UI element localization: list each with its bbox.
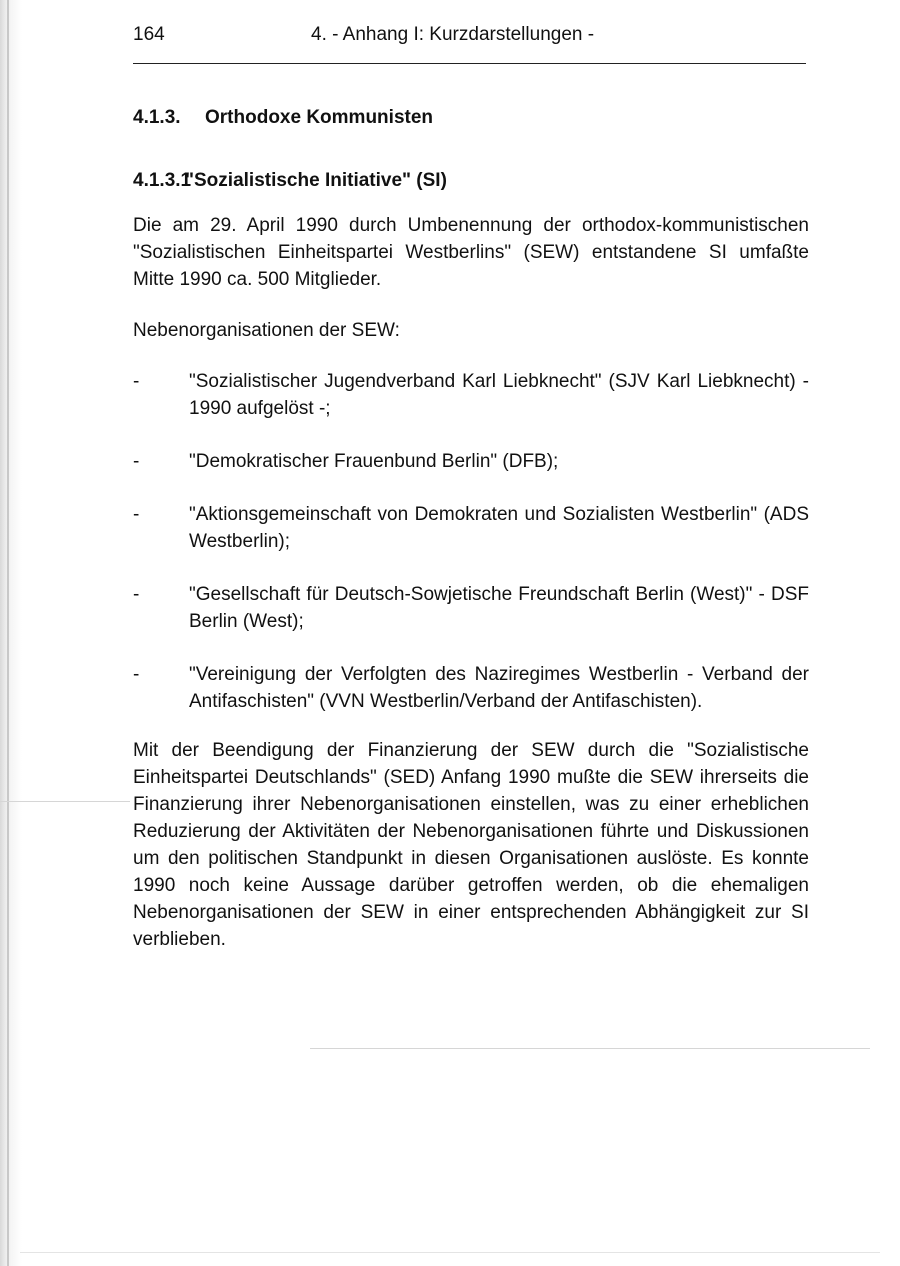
section-number: 4.1.3. [133,107,181,128]
header-rule [133,63,806,64]
subsection-heading [133,167,809,194]
list-heading: Nebenorganisationen der SEW: [133,320,400,341]
document-body [133,104,809,953]
closing-paragraph: Mit der Beendigung der Finanzierung der SEW durch die "Sozialistische Einheitspartei Deutschlands" (SED) Anfang 1990 mußte die SEW ihrerseits die Finanzierung ihrer Nebenorganisationen einstellen, was zu einer erheblichen Reduzierung der Aktivitäten der Nebenorganisationen führte und Diskussionen um den politischen Standpunkt in diesen Organisationen auslöste. Es konnte 1990 noch keine Aussage darüber getroffen werden, ob die ehemaligen Nebenorganisationen der SEW in einer entsprechenden Abhängigkeit zur SI verblieben. [133,740,809,950]
organization-list [133,368,809,715]
list-item [133,368,809,422]
section-heading [133,104,809,131]
subsection-title: "Sozialistische Initiative" (SI) [185,170,447,191]
list-dash: - [133,451,140,472]
list-item-text: "Sozialistischer Jugendverband Karl Liebknecht" (SJV Karl Liebknecht) - 1990 aufgelöst -; [189,371,809,419]
scanned-page-edge [0,0,22,1266]
subsection-number: 4.1.3.1 [133,170,192,191]
list-item-text: "Demokratischer Frauenbund Berlin" (DFB); [189,451,559,472]
list-item [133,581,809,635]
list-item [133,661,809,715]
list-dash: - [133,504,140,525]
scan-artifact-line [0,801,130,802]
page-number: 164 [133,24,165,45]
list-item [133,448,809,475]
list-item [133,501,809,555]
list-dash: - [133,371,140,392]
section-title: Orthodoxe Kommunisten [205,107,434,128]
scan-artifact-line [20,1252,880,1253]
list-dash: - [133,664,140,685]
list-item-text: "Aktionsgemeinschaft von Demokraten und Sozialisten Westberlin" (ADS Westberlin); [189,504,809,552]
page-header [133,24,806,52]
running-title: 4. - Anhang I: Kurzdarstellungen - [311,24,595,45]
list-item-text: "Gesellschaft für Deutsch-Sowjetische Freundschaft Berlin (West)" - DSF Berlin (West); [189,584,809,632]
list-dash: - [133,584,140,605]
intro-paragraph: Die am 29. April 1990 durch Umbenennung der orthodox-kommunistischen "Sozialistischen Einheitspartei Westberlins" (SEW) entstandene SI umfaßte Mitte 1990 ca. 500 Mitglieder. [133,215,809,290]
list-item-text: "Vereinigung der Verfolgten des Naziregimes Westberlin - Verband der Antifaschisten" (VVN Westberlin/Verband der Antifaschisten). [189,664,809,712]
scan-artifact-line [310,1048,870,1049]
